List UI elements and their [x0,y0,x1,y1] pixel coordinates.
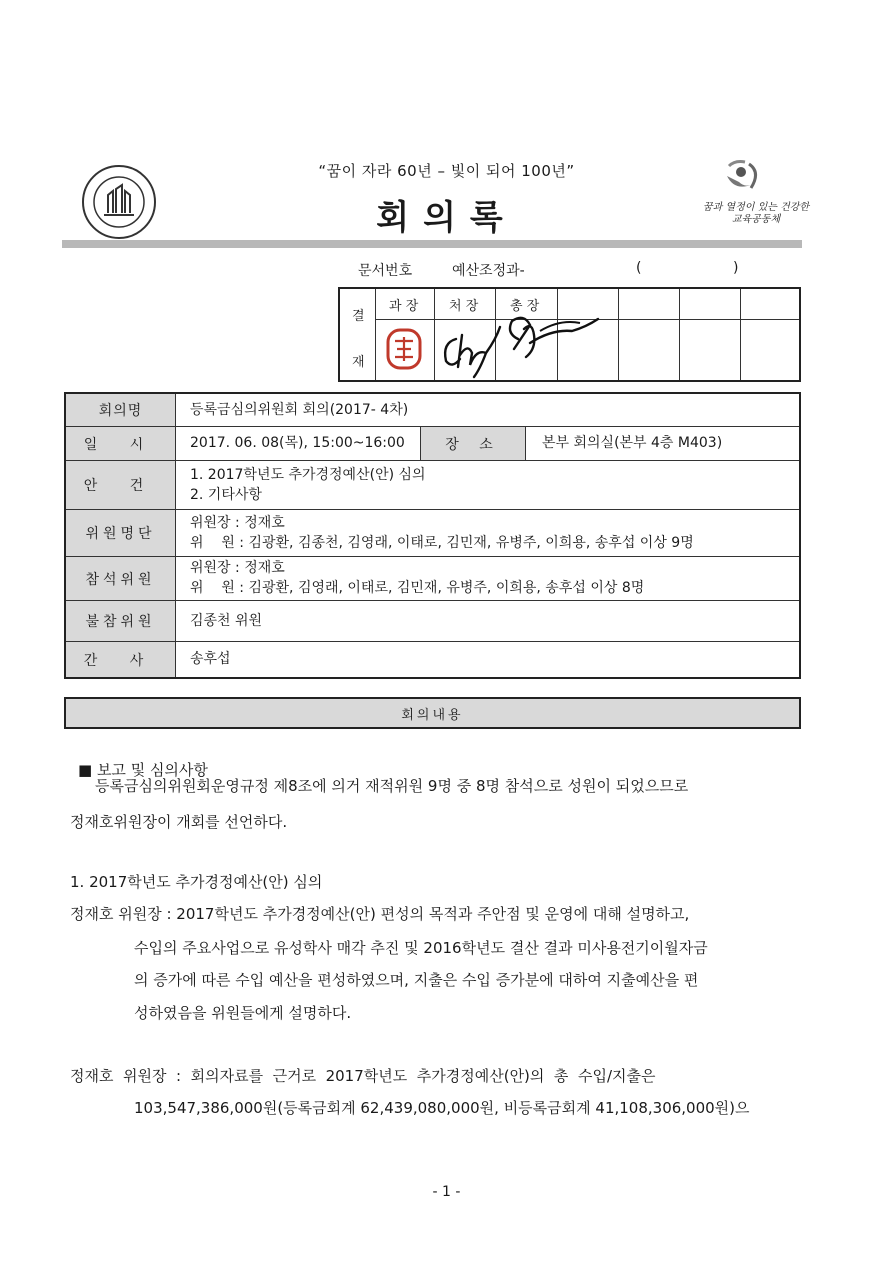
document-number-label: 문서번호 [358,263,413,279]
row-agenda [66,461,799,510]
row-attendees [66,557,799,601]
approval-side-bottom: 재 [352,355,365,370]
agenda-label: 안 건 [66,461,176,509]
role-office-head: 처 장 [449,299,479,314]
meeting-name: 등록금심의위원회 회의(2017- 4차) [190,402,409,418]
approval-box [338,287,801,382]
handwritten-signature-icon [500,299,610,383]
agenda-item-2: 2. 기타사항 [190,487,262,503]
datetime-label: 일 시 [66,427,176,460]
secretary-label: 간 사 [66,642,176,677]
meeting-info-table [64,392,801,679]
report-line-2: 정재호위원장이 개회를 선언하다. [70,813,288,831]
members-label: 위원명단 [66,510,176,556]
paragraph2-line-1: 정재호 위원장 : 회의자료를 근거로 2017학년도 추가경정예산(안)의 총 수입/지출은 [70,1067,656,1085]
paragraph2-line-2: 103,547,386,000원(등록금회계 62,439,080,000원, 비등록금회계 41,108,306,000원)으 [134,1099,750,1117]
red-seal-stamp-icon [385,327,423,375]
paragraph1-line-4: 성하였음을 위원들에게 설명하다. [134,1004,352,1022]
attendees-label: 참석위원 [66,557,176,600]
item1-heading: 1. 2017학년도 추가경정예산(안) 심의 [70,873,323,891]
document-number-value: 예산조정과- [452,263,525,279]
role-president: 총 장 [510,299,540,314]
row-absent [66,601,799,642]
absent-label: 불참위원 [66,601,176,641]
place-label: 장 소 [420,427,526,460]
mokwon-university-seal-icon [80,163,158,241]
meeting-name-label: 회의명 [66,394,176,426]
report-heading: ■ 보고 및 심의사항 [78,761,208,779]
handwritten-signature-icon [436,309,506,385]
role-department-head: 과 장 [389,299,419,314]
paren-open: ( [636,260,642,276]
report-line-1: 등록금심의위원회운영규정 제8조에 의거 재적위원 9명 중 8명 참석으로 성원이 되었으므로 [95,777,689,795]
secretary-name: 송후섭 [190,651,231,667]
row-secretary [66,642,799,677]
approval-side-top: 결 [352,309,365,324]
emblem-tagline: 꿈과 열정이 있는 건강한 교육공동체 [702,202,810,225]
paragraph1-line-1: 정재호 위원장 : 2017학년도 추가경정예산(안) 편성의 목적과 주안점 및 운영에 대해 설명하고, [70,905,690,923]
row-datetime [66,427,799,461]
paragraph1-line-2: 수입의 주요사업으로 유성학사 매각 추진 및 2016학년도 결산 결과 미사용전기이월자금 [134,939,708,957]
paragraph1-line-3: 의 증가에 따른 수입 예산을 편성하였으며, 지출은 수입 증가분에 대하여 지출예산을 편 [134,971,699,989]
paren-close: ) [733,260,739,276]
row-meeting-name [66,394,799,427]
slogan: “꿈이 자라 60년 – 빛이 되어 100년” [318,162,575,180]
attendees-chair: 위원장 : 정재호 [190,560,285,576]
members-chair: 위원장 : 정재호 [190,515,285,531]
row-members [66,510,799,557]
header-divider [62,240,802,248]
members-list: 위 원 : 김광환, 김종천, 김영래, 이태로, 김민재, 유병주, 이희용, 송후섭 이상 9명 [190,535,694,551]
meeting-place: 본부 회의실(본부 4층 M403) [542,435,723,451]
agenda-item-1: 1. 2017학년도 추가경정예산(안) 심의 [190,467,426,483]
absent-members: 김종천 위원 [190,613,263,629]
meeting-datetime: 2017. 06. 08(목), 15:00~16:00 [190,435,405,451]
attendees-list: 위 원 : 김광환, 김영래, 이태로, 김민재, 유병주, 이희용, 송후섭 이상 8명 [190,580,645,596]
page-number: - 1 - [432,1184,461,1200]
section-title: 회의내용 [64,697,801,729]
education-partnership-emblem-icon [702,158,810,236]
page-title: 회의록 [376,198,517,238]
